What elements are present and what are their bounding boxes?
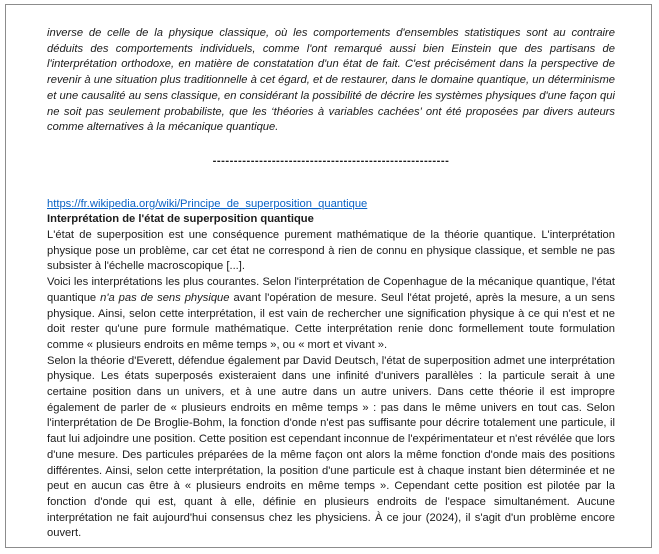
paragraph-2-italic-phrase: n'a pas de sens physique	[100, 291, 230, 304]
section-heading: Interprétation de l'état de superposition quantique	[47, 213, 314, 226]
paragraph-2-text-after: avant l'opération de mesure. Seul l'état projeté, après la mesure, a un sens physique. Ainsi, selon cette interprétation, il est vain de rechercher une signification physique à ce qui n'est et ne doit rester qu'une pure formule mathématique. Cette interprétation renie donc formellement toute formulation comme « plusieurs endroits en même temps », ou « mort et vivant ».	[47, 291, 615, 351]
body-paragraph-1: L'état de superposition est une conséquence purement mathématique de la théorie quantique. L'interprétation physique pose un problème, car cet état ne correspond à rien de connu en physique classique, et semble ne pas subsister à l'échelle macroscopique [...].	[47, 229, 615, 273]
document-page	[5, 4, 652, 548]
paragraph-2-text-before: Voici les interprétations les plus courantes. Selon l'interprétation de Copenhague de la mécanique quantique, l'état quantique	[47, 276, 615, 304]
separator-line: --------------------------------------------------------	[212, 154, 450, 167]
link-line	[47, 197, 615, 213]
body-paragraph-3: Selon la théorie d'Everett, défendue également par David Deutsch, l'état de superposition admet une interprétation physique. Les états superposés existeraient dans une infinité d'univers parallèles : la particule serait à une certaine position dans un univers, et à une autre dans un autre univers. Dans cette théorie il est impropre également de parler de « plusieurs endroits en même temps » : pas dans le même univers en tout cas. Selon l'interprétation de De Broglie-Bohm, la fonction d'onde n'est pas suffisante pour décrire totalement une particule, il faut lui adjoindre une position. Cette position est cependant inconnue de l'expérimentateur et n'est révélée que lors d'une mesure. Des particules préparées de la même façon ont alors la même fonction d'onde mais des positions différentes. Ainsi, selon cette interprétation, la position d'une particule est à chaque instant bien déterminée et ne peut en aucun cas être à « plusieurs endroits en même temps ». Cependant cette position est pilotée par la fonction d'onde qui est, quant à elle, définie en plusieurs endroits de l'espace simultanément. Aucune interprétation ne fait aujourd'hui consensus chez les physiciens. À ce jour (2024), il s'agit d'un problème encore ouvert.	[47, 354, 615, 540]
wikipedia-link[interactable]: https://fr.wikipedia.org/wiki/Principe_de_superposition_quantique	[47, 197, 368, 210]
intro-paragraph: inverse de celle de la physique classique, où les comportements d'ensembles statistiques sont au contraire déduits des comportements individuels, comme l'ont remarqué aussi bien Einstein que des partisans de l'interprétation orthodoxe, en matière de constatation d'un état de fait. C'est précisément dans la perspective de revenir à une situation plus traditionnelle à cet égard, et de restaurer, dans le domaine quantique, un déterminisme et une causalité au sens classique, en considérant la possibilité de décrire les systèmes physiques d'une façon qui ne soit pas seulement probabiliste, que les ‘théories à variables cachées’ ont été proposées par divers auteurs comme alternatives à la mécanique quantique.	[47, 27, 615, 134]
body-paragraph-2	[47, 275, 615, 354]
page-content	[47, 26, 615, 541]
